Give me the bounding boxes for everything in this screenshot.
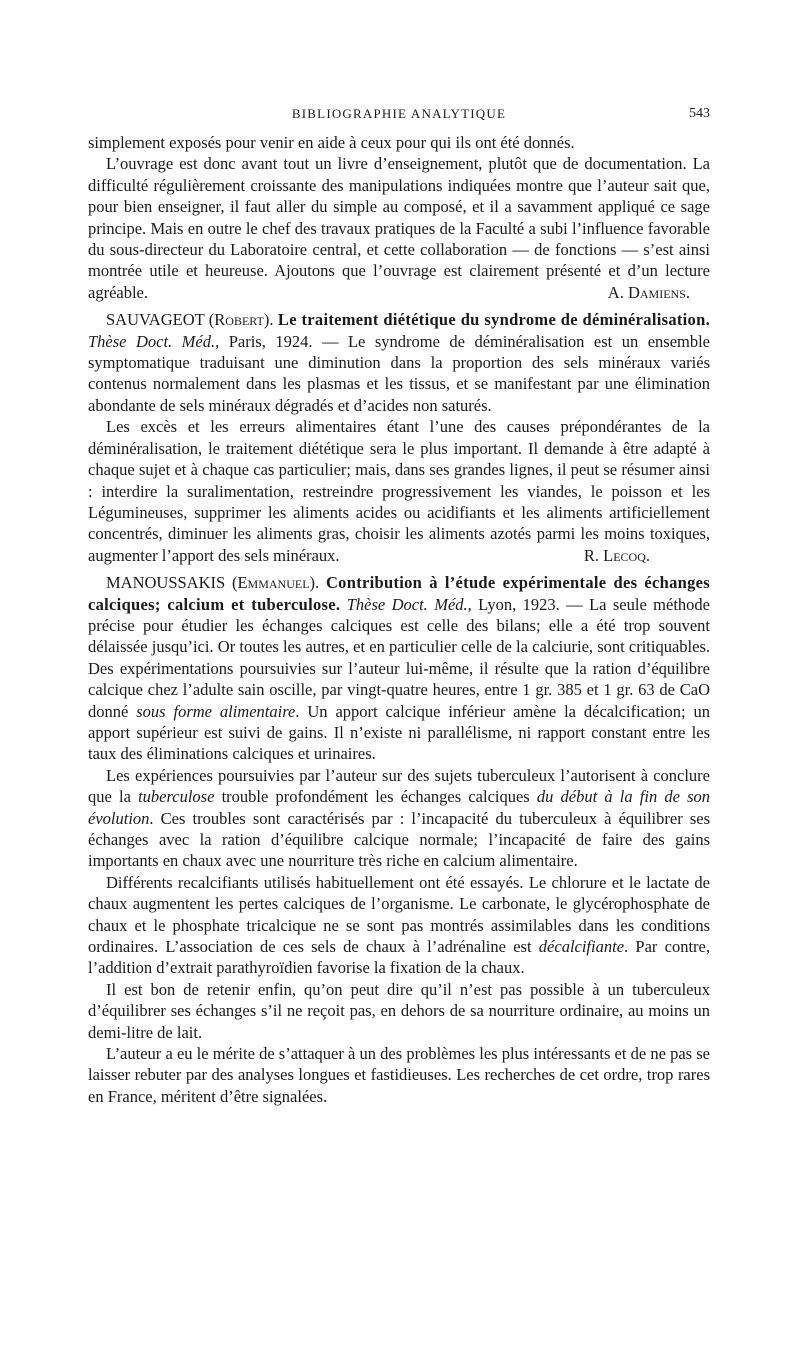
page-body xyxy=(88,132,710,1107)
paragraph-text: Les expériences poursuivies par l’auteur sur des sujets tuberculeux l’autorisent à conclure que la xyxy=(88,765,710,807)
paragraph-text: Différents recalcifiants utilisés habituellement ont été essayés. Le chlorure et le lactate de chaux augmentent les pertes calciques de l’organisme. Le carbonate, le glycérophosphate de chaux et le phosphate tricalcique ne se sont pas montrés assimilables dans les conditions ordinaires. L’association de ces sels de chaux à l’adrénaline est xyxy=(88,872,710,957)
review-author: MANOUSSAKIS (Emmanuel). xyxy=(106,573,320,593)
paragraph-text: Les excès et les erreurs alimentaires étant l’une des causes prépondérantes de la déminéralisation, le traitement diététique sera le plus important. Il demande à être adapté à chaque sujet et à chaque cas particulier; mais, dans ses grandes lignes, il peut se résumer ainsi : interdire la suralimentation, restreindre progressivement les viandes, le poisson et les Légumineuses, supprimer les aliments acides ou acidifiants et les aliments artificiellement concentrés, diminuer les aliments gras, choisir les aliments azotés parmi les moins toxiques, augmenter l’apport des sels minéraux. xyxy=(88,417,710,565)
paragraph-text: La seule méthode précise pour étudier les échanges calciques est celle des bilans; elle a été trop souvent délaissée jusqu’ici. Or toutes les autres, et en particulier celle de la calciurie, sont critiquables. Des expérimentations poursuivies sur l’auteur lui-même, il résulte que la ration d’équilibre calcique chez l’adulte sain oscille, par vingt-quatre heures, entre 1 gr. 385 et 1 gr. 63 de CaO donné xyxy=(88,594,710,721)
page-number: 543 xyxy=(689,106,710,121)
paragraph xyxy=(88,765,710,872)
emphasis: sous forme alimentaire xyxy=(136,701,296,721)
paragraph xyxy=(88,872,710,979)
review-heading xyxy=(88,309,710,416)
review-thesis: Thèse Doct. Méd., xyxy=(346,594,472,614)
review-continued xyxy=(88,132,710,303)
running-header xyxy=(88,106,710,126)
reviewer-signature: A. Damiens. xyxy=(607,282,690,302)
paragraph-text: Le syndrome de déminéralisation est un ensemble symptomatique traduisant une diminution dans la proportion des sels minéraux variés contenus normalement dans les plasmas et les tissus, et se manifestant par une élimination abondante de sels minéraux dégradés et d’acides non saturés. xyxy=(88,331,711,415)
paragraph-text: L’ouvrage est donc avant tout un livre d’enseignement, plutôt que de documentation. La difficulté régulièrement croissante des manipulations indiquées montre que l’auteur sait que, pour bien enseigner, il faut aller du simple au composé, et il a savamment appliqué ce sage principe. Mais en outre le chef des travaux pratiques de la Faculté a subi l’influence favorable du sous-directeur du Laboratoire central, et cette collaboration — de fonctions — s’est ainsi montrée utile et heureuse. Ajoutons que l’ouvrage est clairement présenté et d’un lecture agréable. xyxy=(88,154,710,302)
paragraph-text: . Par contre, l’addition d’extrait parathyroïdien favorise la fixation de la chaux. xyxy=(88,937,710,978)
emphasis: du début à la fin de son évolution xyxy=(88,787,711,828)
review-thesis: Thèse Doct. Méd., xyxy=(88,331,220,351)
review-heading xyxy=(88,572,710,765)
review-sauvageot xyxy=(88,309,710,566)
paragraph-text: . Un apport calcique inférieur amène la décalcification; un apport supérieur est suivi de gains. Il n’existe ni parallélisme, ni rapport constant entre les taux des éliminations calciques et urinaires. xyxy=(88,701,711,764)
review-title: Le traitement diététique du syndrome de déminéralisation. xyxy=(277,310,711,330)
paragraph-text: trouble profondément les échanges calciques xyxy=(214,787,537,807)
emphasis: décalcifiante xyxy=(538,937,625,957)
paragraph-text: . Ces troubles sont caractérisés par : l’incapacité du tuberculeux à équilibrer ses échanges avec la ration d’équilibre calcique normale; l’incapacité de faire des gains importants en chaux avec une nourriture très riche en calcium alimentaire. xyxy=(88,808,710,871)
paragraph xyxy=(88,153,710,303)
running-title: BIBLIOGRAPHIE ANALYTIQUE xyxy=(291,106,507,121)
review-place-year: Paris, 1924. — xyxy=(219,331,348,351)
review-place-year: Lyon, 1923. — xyxy=(471,594,590,614)
review-author: SAUVAGEOT (Robert). xyxy=(106,310,274,330)
paragraph xyxy=(88,416,710,566)
emphasis: tuberculose xyxy=(138,787,215,807)
reviewer-signature: R. Lecoq. xyxy=(583,545,650,565)
paragraph: L’auteur a eu le mérite de s’attaquer à un des problèmes les plus intéressants et de ne pas se laisser rebuter par des analyses longues et fastidieuses. Les recherches de cet ordre, trop rares en France, méritent d’être signalées. xyxy=(88,1044,710,1106)
review-title: Contribution à l’étude expérimentale des échanges calciques; calcium et tuberculose. xyxy=(88,573,711,614)
paragraph: simplement exposés pour venir en aide à ceux pour qui ils ont été donnés. xyxy=(88,133,575,152)
paragraph: Il est bon de retenir enfin, qu’on peut dire qu’il n’est pas possible à un tuberculeux d’équilibrer ses échanges s’il ne reçoit pas, en dehors de sa nourriture ordinaire, au moins un demi-litre de lait. xyxy=(88,979,710,1042)
review-manoussakis xyxy=(88,572,710,1107)
